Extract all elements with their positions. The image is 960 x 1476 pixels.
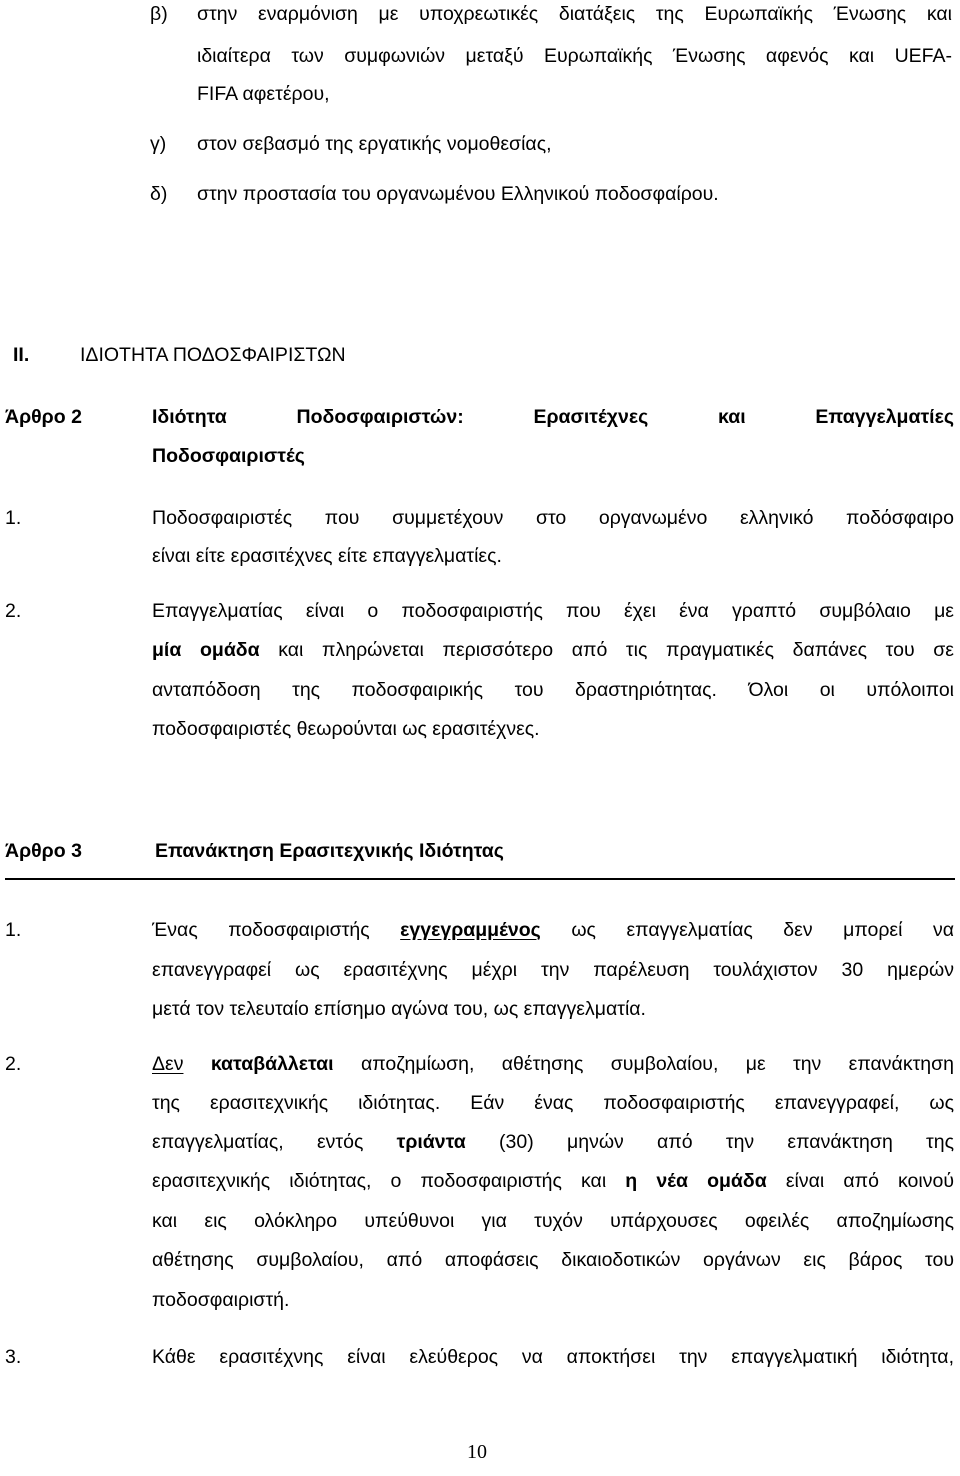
paragraph-line: αθέτησης συμβολαίου, από αποφάσεις δικαιοδοτικών οργάνων εις βάρος του (152, 1249, 954, 1271)
text-run: επαγγελματίας, εντός (152, 1131, 397, 1153)
paragraph-line (152, 1170, 954, 1193)
text-run: ως επαγγελματίας δεν μπορεί να (540, 919, 954, 941)
text-run: ερασιτεχνικής ιδιότητας, ο ποδοσφαιριστής και (152, 1170, 626, 1192)
section-number: II. (13, 344, 30, 366)
text-run: είναι από κοινού (766, 1170, 954, 1192)
bold-phrase: καταβάλλεται (210, 1053, 334, 1075)
article-3-title: Επανάκτηση Ερασιτεχνικής Ιδιότητας (155, 840, 504, 862)
list-label: δ) (150, 183, 168, 205)
paragraph-line: ανταπόδοση της ποδοσφαιρικής του δραστηριότητας. Όλοι οι υπόλοιποι (152, 679, 954, 701)
paragraph-line: επανεγγραφεί ως ερασιτέχνης μέχρι την παρέλευση τουλάχιστον 30 ημερών (152, 959, 954, 981)
text-run: και πληρώνεται περισσότερο από τις πραγματικές δαπάνες του σε (259, 639, 954, 661)
title-word: Επαγγελματίες (815, 406, 954, 428)
paragraph-number: 2. (5, 1053, 22, 1075)
paragraph-line: Κάθε ερασιτέχνης είναι ελεύθερος να αποκτήσει την επαγγελματική ιδιότητα, (152, 1346, 954, 1368)
title-word: Ιδιότητα (152, 406, 227, 428)
paragraph-line (152, 919, 954, 942)
list-label: γ) (150, 133, 167, 155)
list-text-line: FIFA αφετέρου, (197, 83, 330, 105)
divider (5, 878, 955, 880)
paragraph-line: Ποδοσφαιριστές που συμμετέχουν στο οργανωμένο ελληνικό ποδόσφαιρο (152, 507, 954, 529)
paragraph-number: 1. (5, 507, 22, 529)
article-2-title-line2: Ποδοσφαιριστές (152, 445, 305, 467)
list-text-line: στην προστασία του οργανωμένου Ελληνικού ποδοσφαίρου. (197, 183, 719, 205)
article-3-label: Άρθρο 3 (5, 840, 82, 862)
list-text-line: ιδιαίτερα των συμφωνιών μεταξύ Ευρωπαϊκής Ένωσης αφενός και UEFA- (197, 45, 952, 67)
text-run: (30) μηνών από την επανάκτηση της (465, 1131, 954, 1153)
paragraph-line (152, 639, 954, 662)
underlined-word: Δεν (152, 1053, 184, 1075)
paragraph-number: 2. (5, 600, 22, 622)
paragraph-number: 3. (5, 1346, 22, 1368)
text-run: Ένας ποδοσφαιριστής (152, 919, 401, 941)
paragraph-line: είναι είτε ερασιτέχνες είτε επαγγελματίες. (152, 545, 502, 567)
list-text-line: στον σεβασμό της εργατικής νομοθεσίας, (197, 133, 552, 155)
paragraph-line (152, 1053, 954, 1076)
bold-phrase: η νέα ομάδα (625, 1170, 767, 1192)
bold-phrase: τριάντα (396, 1131, 466, 1153)
paragraph-line: και εις ολόκληρο υπεύθυνοι για τυχόν υπάρχουσες οφειλές αποζημίωσης (152, 1210, 954, 1232)
paragraph-line (152, 1131, 954, 1154)
article-2-title (152, 406, 954, 429)
title-word: Ερασιτέχνες (533, 406, 649, 428)
paragraph-line: ποδοσφαιριστή. (152, 1289, 290, 1311)
paragraph-line: μετά τον τελευταίο επίσημο αγώνα του, ως επαγγελματία. (152, 998, 646, 1020)
text-run: αποζημίωση, αθέτησης συμβολαίου, με την επανάκτηση (333, 1053, 954, 1075)
paragraph-line: Επαγγελματίας είναι ο ποδοσφαιριστής που έχει ένα γραπτό συμβόλαιο με (152, 600, 954, 622)
paragraph-number: 1. (5, 919, 22, 941)
list-text-line: στην εναρμόνιση με υποχρεωτικές διατάξεις της Ευρωπαϊκής Ένωσης και (197, 3, 952, 25)
paragraph-line: ποδοσφαιριστές θεωρούνται ως ερασιτέχνες. (152, 718, 540, 740)
title-word: Ποδοσφαιριστών: (296, 406, 464, 428)
bold-phrase: μία ομάδα (152, 639, 260, 661)
paragraph-line: της ερασιτεχνικής ιδιότητας. Εάν ένας ποδοσφαιριστής επανεγγραφεί, ως (152, 1092, 954, 1114)
article-2-label: Άρθρο 2 (5, 406, 82, 428)
title-word: και (718, 406, 746, 428)
bold-phrase: εγγεγραμμένος (400, 919, 541, 941)
list-label: β) (150, 3, 168, 25)
section-title: ΙΔΙΟΤΗΤΑ ΠΟΔΟΣΦΑΙΡΙΣΤΩΝ (80, 344, 346, 366)
page-number: 10 (467, 1441, 487, 1463)
